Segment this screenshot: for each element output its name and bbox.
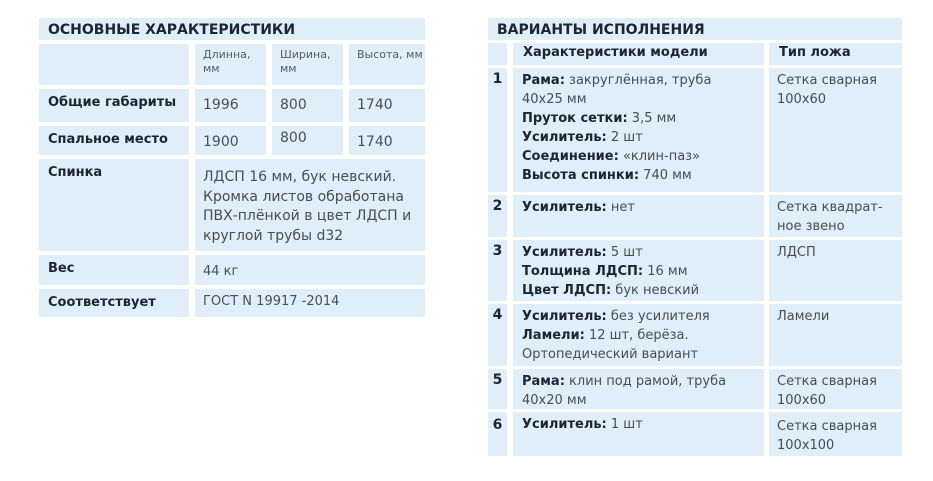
variants-header-num — [488, 43, 507, 65]
sleeping-height-value: 1740 — [349, 126, 425, 155]
spec-line: Высота спинки: 740 мм — [522, 168, 692, 183]
overall-length-value: 1996 — [195, 89, 266, 122]
spec-line: 40х20 мм — [522, 393, 587, 408]
spec-line: Рама: закруглённая, труба — [522, 73, 712, 88]
bed-type-line: 100х60 — [777, 92, 827, 107]
variant-bed-type — [769, 412, 902, 456]
variant-specs — [513, 195, 764, 237]
spec-line: Ортопедический вариант — [522, 347, 699, 362]
variant-number: 2 — [488, 195, 507, 237]
spec-line: Рама: клин под рамой, труба — [522, 374, 727, 389]
backrest-description — [195, 159, 425, 251]
variant-bed-type — [769, 369, 902, 409]
variant-specs — [513, 240, 764, 301]
variant-bed-type — [769, 195, 902, 237]
overall-height-value: 1740 — [349, 89, 425, 122]
spec-line: Усилитель: 2 шт — [522, 130, 643, 145]
variant-specs — [513, 304, 764, 366]
overall-width-value: 800 — [272, 89, 343, 122]
backrest-line: круглой трубы d32 — [203, 227, 344, 244]
sleeping-place-label: Спальное место — [39, 126, 189, 155]
specs-header-width: Ширина, мм — [272, 44, 343, 85]
weight-label: Вес — [39, 255, 189, 285]
backrest-line: Кромка листов обработана — [203, 188, 404, 205]
variant-specs — [513, 412, 764, 456]
specs-header-blank — [39, 44, 189, 85]
standard-label: Соответствует — [39, 289, 189, 317]
backrest-line: ПВХ-плёнкой в цвет ЛДСП и — [203, 208, 412, 224]
specs-header-height: Высота, мм — [349, 44, 425, 85]
variant-bed-type — [769, 304, 902, 366]
variants-header-model: Характеристики модели — [513, 43, 764, 65]
overall-dimensions-label: Общие габариты — [39, 89, 189, 122]
spec-line: Соединение: «клин-паз» — [522, 149, 701, 164]
bed-type-line: Сетка сварная — [777, 374, 877, 389]
backrest-label: Спинка — [39, 159, 189, 251]
variant-number: 1 — [488, 68, 507, 192]
sleeping-width-value: 800 — [272, 126, 343, 155]
spec-line: 40х25 мм — [522, 92, 587, 107]
variant-bed-type — [769, 68, 902, 192]
spec-line: Усилитель: нет — [522, 200, 635, 215]
variant-number: 5 — [488, 369, 507, 409]
sleeping-length-value: 1900 — [195, 126, 266, 155]
bed-type-line: Сетка сварная — [777, 73, 877, 88]
spec-line: Усилитель: без усилителя — [522, 309, 710, 324]
backrest-line: ЛДСП 16 мм, бук невский. — [203, 169, 397, 185]
weight-value: 44 кг — [195, 255, 425, 285]
bed-type-line: ное звено — [777, 219, 845, 234]
spec-line: Толщина ЛДСП: 16 мм — [522, 264, 688, 279]
variant-specs — [513, 68, 764, 192]
variants-header-type: Тип ложа — [769, 43, 902, 65]
variants-title: ВАРИАНТЫ ИСПОЛНЕНИЯ — [488, 18, 902, 40]
spec-line: Пруток сетки: 3,5 мм — [522, 111, 677, 126]
variant-number: 4 — [488, 304, 507, 366]
spec-line: Усилитель: 1 шт — [522, 417, 643, 432]
spec-line: Усилитель: 5 шт — [522, 245, 643, 260]
standard-value: ГОСТ N 19917 -2014 — [195, 289, 425, 317]
bed-type-line: Сетка квадрат- — [777, 200, 883, 215]
bed-type-line: ЛДСП — [777, 245, 816, 260]
bed-type-line: Сетка сварная — [777, 419, 877, 434]
variant-specs — [513, 369, 764, 409]
bed-type-line: 100х60 — [777, 393, 827, 408]
bed-type-line: 100х100 — [777, 438, 835, 453]
spec-line: Ламели: 12 шт, берёза. — [522, 328, 689, 343]
bed-type-line: Ламели — [777, 309, 830, 324]
specs-header-length: Длинна, мм — [195, 44, 266, 85]
main-specs-title: ОСНОВНЫЕ ХАРАКТЕРИСТИКИ — [39, 18, 425, 40]
spec-line: Цвет ЛДСП: бук невский — [522, 283, 700, 298]
variant-bed-type — [769, 240, 902, 301]
variant-number: 3 — [488, 240, 507, 301]
variant-number: 6 — [488, 412, 507, 456]
